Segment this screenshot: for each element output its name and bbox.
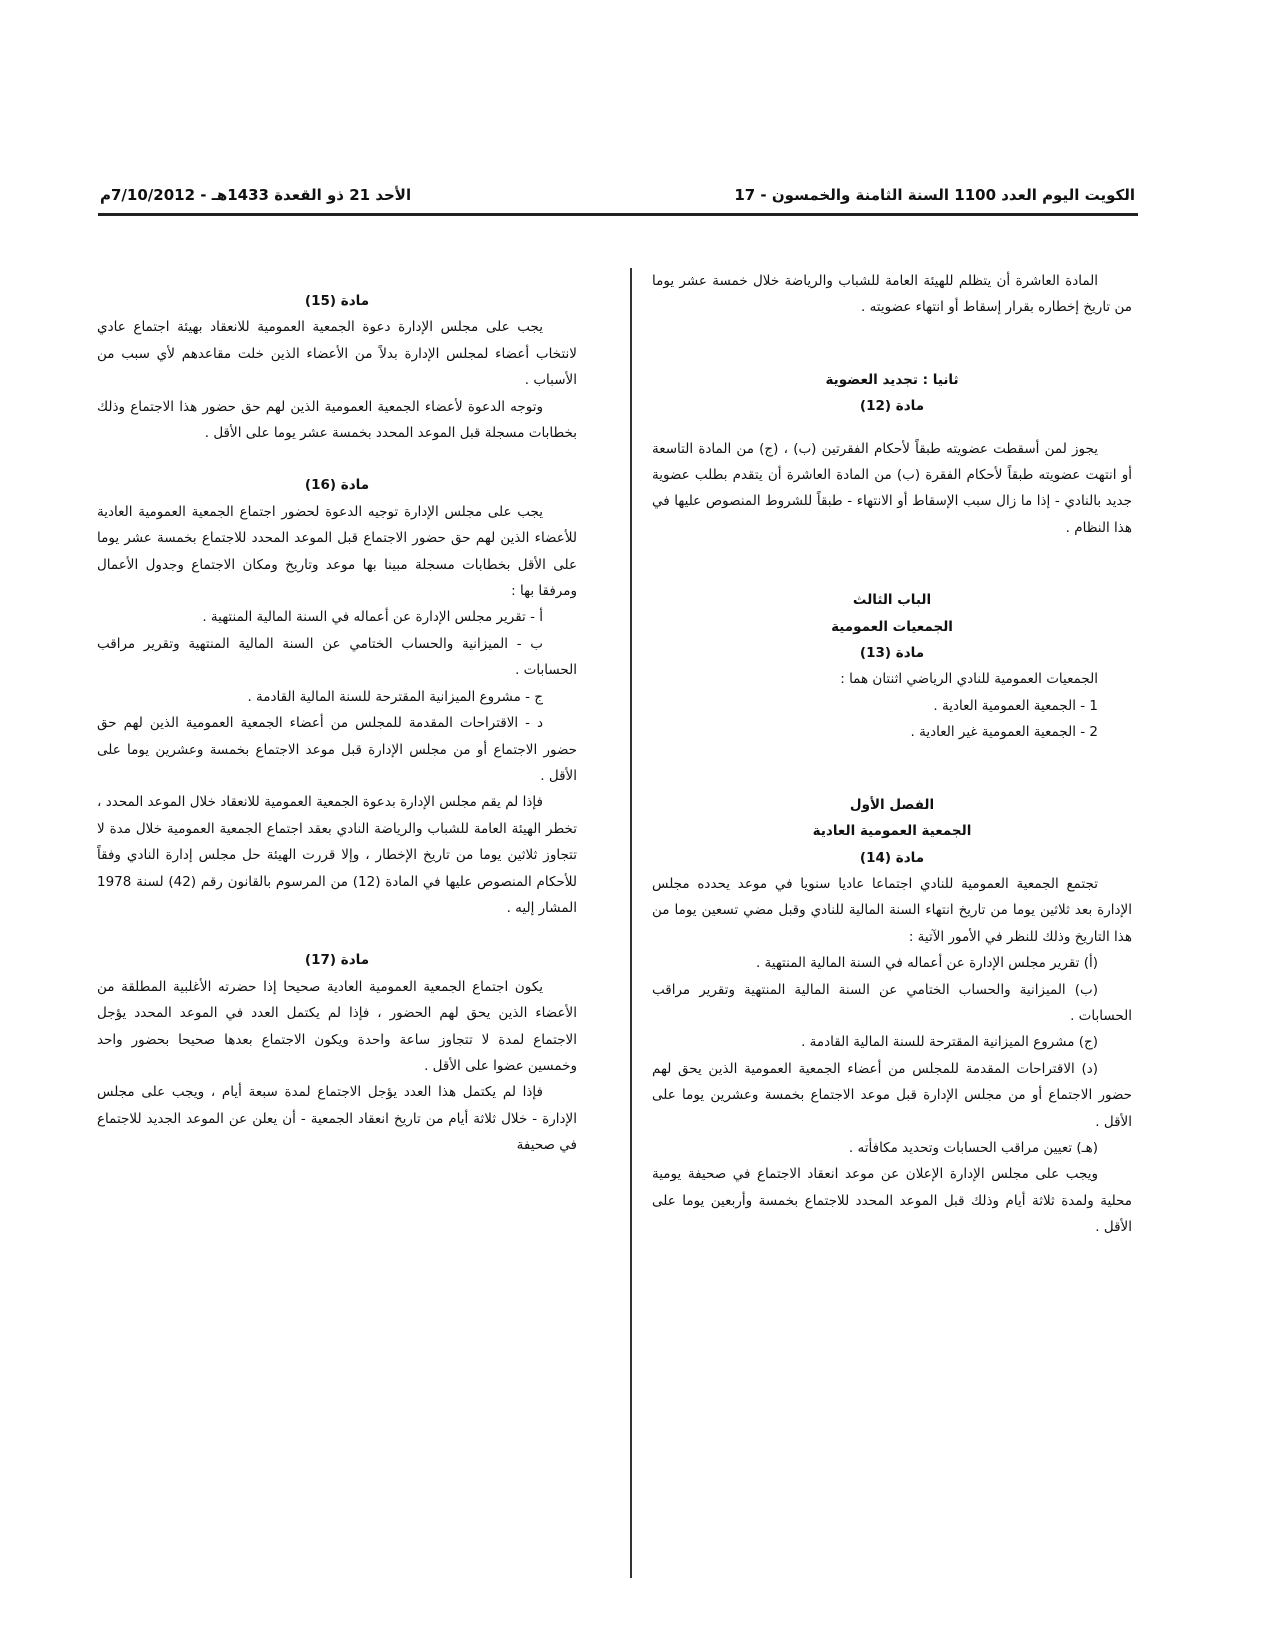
list-item: (ج) مشروع الميزانية المقترحة للسنة المالية القادمة . <box>801 1034 1098 1051</box>
chapter-title: الباب الثالث <box>852 592 932 609</box>
paragraph: ويجب على مجلس الإدارة الإعلان عن موعد انعقاد الاجتماع في صحيفة يومية محلية ولمدة ثلاثة أيام وذلك قبل الموعد المحدد للاجتماع بخمسة وأربعين يوما على الأقل . <box>652 1166 1132 1236</box>
paragraph: يجوز لمن أسقطت عضويته طبقاً لأحكام الفقرتين (ب) ، (ج) من المادة التاسعة أو انتهت عضويته طبقاً لأحكام الفقرة (ب) من المادة العاشرة أن يتقدم بطلب عضوية جديد بالنادي - إذا ما زال سبب الإسقاط أو الانتهاء - طبقاً للشروط المنصوص عليها في هذا النظام . <box>652 440 1132 536</box>
list-item: ج - مشروع الميزانية المقترحة للسنة المالية القادمة . <box>247 688 543 705</box>
section-title: ثانيا : تجديد العضوية <box>825 371 959 388</box>
list-item: 1 - الجمعية العمومية العادية . <box>933 697 1098 714</box>
header-date: الأحد 21 ذو القعدة 1433هـ - 7/10/2012م <box>100 186 412 204</box>
section-title: الفصل الأول <box>849 796 935 813</box>
list-item: (هـ) تعيين مراقب الحسابات وتحديد مكافأته . <box>848 1139 1098 1156</box>
paragraph: يجب على مجلس الإدارة دعوة الجمعية العمومية للانعقاد بهيئة اجتماع عادي لانتخاب أعضاء لمجلس الإدارة بدلاً من الأعضاء الذين خلت مقاعدهم لأي سبب من الأسباب . <box>97 319 577 389</box>
paragraph: الجمعيات العمومية للنادي الرياضي اثنتان هما : <box>840 671 1098 688</box>
paragraph: تجتمع الجمعية العمومية للنادي اجتماعا عاديا سنويا في موعد يحدده مجلس الإدارة بعد ثلاثين يوما من تاريخ انتهاء السنة المالية للنادي وقبل مضي تسعين يوما من هذا التاريخ وذلك للنظر في الأمور الآتية : <box>652 875 1132 945</box>
article-title: مادة (14) <box>859 849 925 866</box>
paragraph: وتوجه الدعوة لأعضاء الجمعية العمومية الذين لهم حق حضور هذا الاجتماع وذلك بخطابات مسجلة قبل الموعد المحدد بخمسة عشر يوما على الأقل . <box>97 398 577 442</box>
column-divider <box>630 268 632 1578</box>
paragraph: يكون اجتماع الجمعية العمومية العادية صحيحا إذا حضرته الأغلبية المطلقة من الأعضاء الذين يحق لهم الحضور ، فإذا لم يكتمل العدد في الموعد المحدد يؤجل الاجتماع لمدة لا تتجاوز ساعة واحدة ويكون الاجتماع بعدها صحيحا بحضور واحد وخمسين عضوا على الأقل . <box>97 978 577 1074</box>
chapter-subtitle: الجمعيات العمومية <box>831 618 953 635</box>
list-item: (د) الاقتراحات المقدمة للمجلس من أعضاء الجمعية العمومية الذين يحق لهم حضور الاجتماع أو من مجلس الإدارة قبل موعد الاجتماع بخمسة وعشرين يوما على الأقل . <box>652 1060 1132 1130</box>
article-title: مادة (17) <box>304 952 370 969</box>
list-item: (ب) الميزانية والحساب الختامي عن السنة المالية المنتهية وتقرير مراقب الحسابات . <box>652 981 1132 1024</box>
list-item: د - الاقتراحات المقدمة للمجلس من أعضاء الجمعية العمومية الذين لهم حق حضور الاجتماع أو من مجلس الإدارة قبل موعد الاجتماع بخمسة وعشرين يوما على الأقل . <box>97 715 577 784</box>
paragraph: المادة العاشرة أن يتظلم للهيئة العامة للشباب والرياضة خلال خمسة عشر يوما من تاريخ إخطاره بقرار إسقاط أو انتهاء عضويته . <box>652 273 1132 316</box>
list-item: 2 - الجمعية العمومية غير العادية . <box>910 724 1098 741</box>
paragraph: يجب على مجلس الإدارة توجيه الدعوة لحضور اجتماع الجمعية العمومية العادية للأعضاء الذين لهم حق حضور الاجتماع قبل الموعد المحدد للاجتماع بخمسة عشر يوما على الأقل بخطابات مسجلة مبينا بها موعد وتاريخ ومكان الاجتماع وجدول الأعمال ومرفقا بها : <box>97 503 577 600</box>
paragraph: فإذا لم يقم مجلس الإدارة بدعوة الجمعية العمومية للانعقاد خلال الموعد المحدد ، تخطر الهيئة العامة للشباب والرياضة النادي بعقد اجتماع الجمعية العمومية خلال مدة لا تتجاوز ثلاثين يوما من تاريخ الإخطار ، وإلا قررت الهيئة حل مجلس إدارة النادي وفقاً للأحكام المنصوص عليها في المادة (12) من المرسوم بالقانون رقم (42) لسنة 1978 المشار إليه . <box>97 794 577 916</box>
paragraph: فإذا لم يكتمل هذا العدد يؤجل الاجتماع لمدة سبعة أيام ، ويجب على مجلس الإدارة - خلال ثلاثة أيام من تاريخ انعقاد الجمعية - أن يعلن عن الموعد الجديد للاجتماع في صحيفة <box>97 1084 577 1154</box>
article-title: مادة (16) <box>304 477 370 494</box>
page-header <box>100 186 1135 204</box>
article-title: مادة (13) <box>859 645 925 662</box>
right-column <box>652 268 1132 1241</box>
header-publication: الكويت اليوم العدد 1100 السنة الثامنة والخمسون - 17 <box>734 186 1135 204</box>
left-column <box>97 288 577 1159</box>
article-title: مادة (15) <box>304 293 370 309</box>
list-item: أ - تقرير مجلس الإدارة عن أعماله في السنة المالية المنتهية . <box>202 609 543 626</box>
section-subtitle: الجمعية العمومية العادية <box>812 823 972 840</box>
article-title: مادة (12) <box>859 398 925 415</box>
header-rule <box>98 213 1138 216</box>
list-item: (أ) تقرير مجلس الإدارة عن أعماله في السنة المالية المنتهية . <box>755 955 1098 972</box>
list-item: ب - الميزانية والحساب الختامي عن السنة المالية المنتهية وتقرير مراقب الحسابات . <box>97 635 577 679</box>
